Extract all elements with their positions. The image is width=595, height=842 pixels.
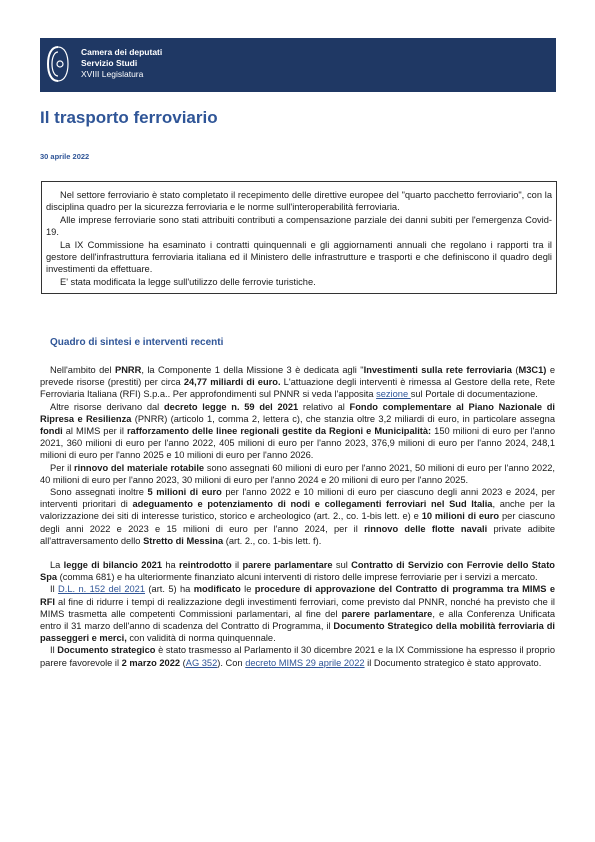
institution-text (81, 47, 162, 80)
text-run: (art. 5) ha (145, 584, 194, 595)
body-text (40, 364, 555, 669)
ag-352-link[interactable]: AG 352 (185, 657, 218, 668)
section-title: Quadro di sintesi e interventi recenti (50, 337, 224, 348)
text-run: private adibite all'attraversamento dello (40, 523, 555, 546)
text-run: sul Portale di documentazione. (410, 389, 538, 400)
text-run: 24,77 miliardi di euro. (183, 377, 281, 388)
text-run: e prevede risorse (prestiti) per circa (40, 365, 555, 388)
text-run: le (240, 584, 255, 595)
text-run: per l'anno 2022 e 10 milioni di euro per ciascuno degli anni 2023 e 2024, per interventi prioritari di (40, 487, 555, 510)
text-run: 2 marzo 2022 (121, 657, 181, 668)
text-run: è stato trasmesso al Parlamento il 30 dicembre 2021 e la IX Commissione ha espresso il proprio parere favorevole il (40, 645, 556, 668)
text-run: fondi (40, 426, 63, 437)
text-run: Stretto di Messina (143, 535, 224, 546)
header-banner (40, 38, 556, 92)
text-run: 5 milioni di euro (147, 487, 222, 498)
paragraph-documento-strategico (40, 644, 555, 668)
paragraph-gap (40, 547, 555, 559)
text-run: Fondo complementare al Piano Nazionale di Ripresa e Resilienza (40, 401, 555, 424)
text-run: Nell'ambito del (50, 365, 115, 375)
summary-paragraph: Nel settore ferroviario è stato completato il recepimento delle direttive europee del "quarto pacchetto ferroviario", con la disciplina quadro per la sicurezza ferroviaria e le norme sull'interoperabilità ferroviaria. (46, 190, 552, 213)
text-run: M3C1) (518, 365, 547, 375)
publication-date: 30 aprile 2022 (40, 152, 90, 161)
text-run: ). Con (217, 657, 246, 668)
text-run: ( (511, 365, 519, 375)
text-run: sul (332, 560, 352, 571)
text-run: rafforzamento delle linee regionali gestite da Regioni e Municipalità: (126, 426, 432, 437)
text-run: L'attuazione degli interventi è rimessa al Gestore della rete, Rete Ferroviaria Italiana (RFI) S.p.a.. Per approfondimenti sul PNNR si veda l'apposita (40, 377, 556, 400)
text-run: Il (50, 645, 58, 656)
text-run: Investimenti sulla rete ferroviaria (363, 365, 512, 375)
text-run: rinnovo delle flotte navali (364, 523, 488, 534)
text-run: Sono assegnati inoltre (50, 487, 148, 498)
service-name: Servizio Studi (81, 58, 138, 68)
text-run: (PNRR) (articolo 1, comma 2, lettera c), che stanzia oltre 3,2 miliardi di euro, in particolare assegna (131, 413, 555, 424)
text-run: ( (180, 657, 186, 668)
paragraph-fondo-complementare (40, 401, 555, 462)
summary-paragraph: Alle imprese ferroviarie sono stati attribuiti contributi a compensazione parziale dei danni subiti per l'emergenza Covid-19. (46, 214, 552, 238)
text-run: 10 milioni di euro (421, 511, 500, 522)
text-run: ha (162, 560, 179, 571)
text-run: (art. 2., co. 1-bis lett. f). (223, 535, 322, 546)
text-run: modificato (193, 584, 241, 595)
text-run: PNRR (115, 365, 142, 375)
text-run: il (231, 560, 243, 571)
text-run: legge di bilancio 2021 (63, 560, 162, 571)
paragraph-sud-italia (40, 486, 555, 547)
summary-box (41, 181, 557, 294)
text-run: al MIMS per il (62, 426, 127, 437)
summary-paragraph: La IX Commissione ha esaminato i contratti quinquennali e gli aggiornamenti annuali che regolano i rapporti tra il gestore dell'infrastruttura ferroviaria italiana ed il Ministero delle infrastrutture e trasporti e che definiscono il quadro degli investimenti da effettuare. (46, 239, 552, 275)
text-run: Il (50, 584, 59, 595)
text-run: rinnovo del materiale rotabile (74, 462, 205, 473)
text-run: , la Componente 1 della Missione 3 è dedicata agli " (141, 365, 364, 375)
text-run: Contratto di Servizio con Ferrovie dello Stato Spa (40, 560, 555, 583)
text-run: il Documento strategico è stato approvato. (364, 657, 542, 668)
paragraph-dl-152 (40, 583, 555, 644)
institution-name: Camera dei deputati (81, 47, 163, 57)
text-run: La (50, 560, 64, 571)
text-run: , anche per la valorizzazione dei siti di interesse turistico, storico e archeologico (art. 2., co. 1-bis lett. e) e (40, 499, 555, 522)
text-run: Altre risorse derivano dal (50, 401, 164, 412)
dl-152-link[interactable]: D.L. n. 152 del 2021 (58, 584, 146, 595)
camera-deputati-logo-icon (46, 44, 70, 84)
text-run: reintrodotto (179, 560, 232, 571)
text-run: parere parlamentare (341, 608, 433, 619)
text-run: per ciascuno degli anni 2022 e 2023 e 15 milioni di euro per l'anno 2024, per il (40, 511, 555, 534)
text-run: con validità di norma quinquennale. (126, 633, 276, 644)
text-run: adeguamento e potenziamento di nodi e collegamenti ferroviari nel Sud Italia (132, 499, 493, 510)
text-run: , e alla Conferenza Unificata entro il 31 marzo dell'anno di scadenza del Contratto di Programma, il (40, 608, 556, 632)
text-run: parere parlamentare (242, 560, 333, 571)
text-run: sono assegnati 60 milioni di euro per l'anno 2021, 50 milioni di euro per l'anno 2022, 40 milioni di euro per l'anno 2023, 30 milioni di euro per l'anno 2024 e 20 milioni di euro per l'anno 2025. (40, 462, 556, 485)
paragraph-legge-bilancio (40, 559, 555, 583)
text-run: Documento strategico (57, 645, 156, 656)
paragraph-materiale-rotabile (40, 462, 555, 486)
text-run: decreto legge n. 59 del 2021 (163, 401, 299, 412)
legislature-label: XVIII Legislatura (81, 69, 144, 79)
text-run: Documento Strategico della mobilità ferroviaria di passeggeri e merci, (40, 621, 555, 644)
sezione-link[interactable]: sezione (376, 389, 411, 400)
decreto-mims-link[interactable]: decreto MIMS 29 aprile 2022 (245, 657, 365, 668)
text-run: (comma 681) e ha ulteriormente finanziato alcuni interventi di ristoro delle imprese ferroviarie per i servizi a mercato. (57, 572, 538, 583)
text-run: relativo al (298, 401, 350, 412)
summary-paragraph: E' stata modificata la legge sull'utilizzo delle ferrovie turistiche. (60, 276, 316, 287)
text-run: 150 milioni di euro per l'anno 2021, 360 milioni di euro per l'anno 2022, 405 milioni di euro per l'anno 2023, 376,9 milioni di euro per l'anno 2024, 248,1 milioni di euro per l'anno 2025 e 10 milioni di euro per l'anno 2026. (40, 426, 555, 461)
text-run: Per il (50, 462, 75, 473)
text-run: procedure di approvazione del Contratto di programma tra MIMS e RFI (40, 584, 555, 607)
paragraph-pnrr (40, 364, 555, 401)
page-title: Il trasporto ferroviario (40, 108, 218, 127)
text-run: al fine di ridurre i tempi di realizzazione degli investimenti ferroviari, come previsto dal PNNR, nonché ha previsto che il MIMS trasmetta alle competenti Commissioni parlamentari, al fine del (40, 596, 555, 619)
